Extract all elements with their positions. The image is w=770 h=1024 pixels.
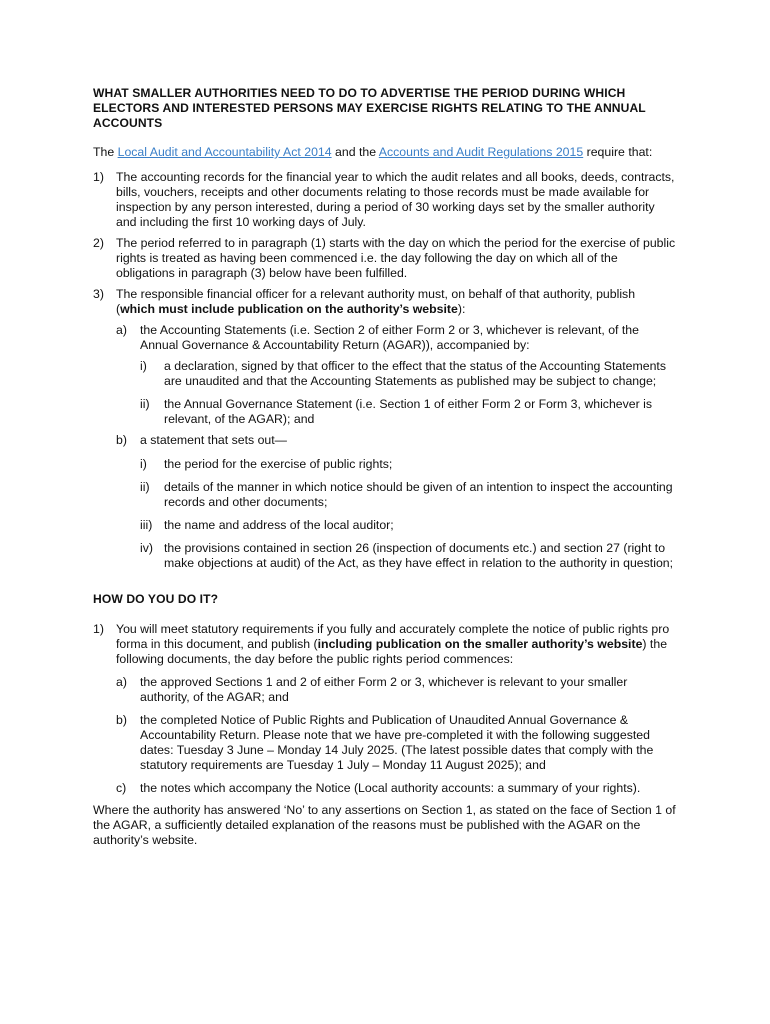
sub-list-item xyxy=(116,675,677,705)
item-number: 3) xyxy=(93,287,104,301)
list-item xyxy=(93,170,677,230)
sub-item-text: the completed Notice of Public Rights and Publication of Unaudited Annual Governance & Accountability Return. Please note that we have pre-completed it with the following suggested dates: Tuesday 3 June – Monday 14 July 2025. (The latest possible dates that comply with the statutory requirements are Tuesday 1 July – Monday 11 August 2025); and xyxy=(140,713,654,772)
item-bold-text: including publication on the smaller authority’s website xyxy=(317,637,643,651)
sub-sub-item-text: the provisions contained in section 26 (inspection of documents etc.) and section 27 (right to make objections at audit) of the Act, as they have effect in relation to the authority in question; xyxy=(164,541,674,570)
sub-item-letter: c) xyxy=(116,781,127,795)
section-heading: HOW DO YOU DO IT? xyxy=(93,592,219,606)
roman-numeral: ii) xyxy=(140,397,150,411)
sub-list-item xyxy=(116,713,677,773)
list-item xyxy=(93,622,677,796)
roman-numeral: i) xyxy=(140,457,147,471)
sub-item-letter: a) xyxy=(116,675,127,689)
roman-numeral: iii) xyxy=(140,518,153,532)
intro-text-post: require that: xyxy=(583,145,653,159)
sub-sub-item-text: a declaration, signed by that officer to the effect that the status of the Accounting Statements are unaudited and that the Accounting Statements as published may be subject to change; xyxy=(164,359,666,388)
sub-sub-list-item xyxy=(140,457,677,472)
sub-item-letter: b) xyxy=(116,713,127,727)
item-text: The responsible financial officer for a relevant authority must, on behalf of that authority, publish ( xyxy=(116,287,636,316)
intro-text-mid: and the xyxy=(331,145,379,159)
sub-item-text: the Accounting Statements (i.e. Section 2 of either Form 2 or 3, whichever is relevant, of the Annual Governance & Accountability Return (AGAR)), accompanied by: xyxy=(140,323,639,352)
sub-sub-item-text: the name and address of the local auditor; xyxy=(164,518,394,532)
roman-numeral: iv) xyxy=(140,541,153,555)
sub-item-text: the approved Sections 1 and 2 of either Form 2 or 3, whichever is relevant to your smaller authority, of the AGAR; and xyxy=(140,675,628,704)
item-number: 2) xyxy=(93,236,104,250)
closing-paragraph: Where the authority has answered ‘No’ to any assertions on Section 1, as stated on the face of Section 1 of the AGAR, a sufficiently detailed explanation of the reasons must be published with the AGAR on the authority’s website. xyxy=(93,803,676,847)
intro-text-pre: The xyxy=(93,145,118,159)
sub-sub-list-item xyxy=(140,518,677,533)
item-text-end: ): xyxy=(457,302,466,316)
sub-sub-item-text: the Annual Governance Statement (i.e. Section 1 of either Form 2 or Form 3, whichever is relevant, of the AGAR); and xyxy=(164,397,653,426)
sub-item-text: a statement that sets out— xyxy=(140,433,287,447)
page-title: WHAT SMALLER AUTHORITIES NEED TO DO TO ADVERTISE THE PERIOD DURING WHICH ELECTORS AND INTERESTED PERSONS MAY EXERCISE RIGHTS RELATING TO THE ANNUAL ACCOUNTS xyxy=(93,86,646,130)
intro-paragraph xyxy=(93,145,677,160)
sub-item-text: the notes which accompany the Notice (Local authority accounts: a summary of your rights). xyxy=(140,781,641,795)
item-text: The period referred to in paragraph (1) starts with the day on which the period for the exercise of public rights is treated as having been commenced i.e. the day following the day on which all of the obligations in paragraph (3) below have been fulfilled. xyxy=(116,236,676,280)
sub-sub-list-item xyxy=(140,397,677,427)
document-page xyxy=(93,86,677,848)
roman-numeral: i) xyxy=(140,359,147,373)
list-item xyxy=(93,287,677,571)
item-text: You will meet statutory requirements if you fully and accurately complete the notice of public rights pro forma in this document, and publish ( xyxy=(116,622,670,651)
item-text-end: ) the following documents, the day before the public rights period commences: xyxy=(116,637,668,666)
sub-item-letter: b) xyxy=(116,433,127,447)
sub-item-letter: a) xyxy=(116,323,127,337)
sub-sub-list-item xyxy=(140,541,677,571)
sub-list-item xyxy=(116,323,677,427)
item-number: 1) xyxy=(93,170,104,184)
sub-list-item xyxy=(116,433,677,571)
sub-sub-list-item xyxy=(140,359,677,389)
sub-sub-item-text: details of the manner in which notice should be given of an intention to inspect the accounting records and other documents; xyxy=(164,480,673,509)
list-item xyxy=(93,236,677,281)
sub-sub-item-text: the period for the exercise of public rights; xyxy=(164,457,393,471)
item-number: 1) xyxy=(93,622,104,636)
item-bold-text: which must include publication on the authority’s website xyxy=(120,302,458,316)
sub-sub-list-item xyxy=(140,480,677,510)
sub-list-item xyxy=(116,781,677,796)
item-text: The accounting records for the financial year to which the audit relates and all books, deeds, contracts, bills, vouchers, receipts and other documents relating to those records must be made available for inspection by any person interested, during a period of 30 working days set by the smaller authority and including the first 10 working days of July. xyxy=(116,170,675,229)
accounts-regulations-link[interactable]: Accounts and Audit Regulations 2015 xyxy=(378,145,584,159)
local-audit-act-link[interactable]: Local Audit and Accountability Act 2014 xyxy=(117,145,332,159)
roman-numeral: ii) xyxy=(140,480,150,494)
